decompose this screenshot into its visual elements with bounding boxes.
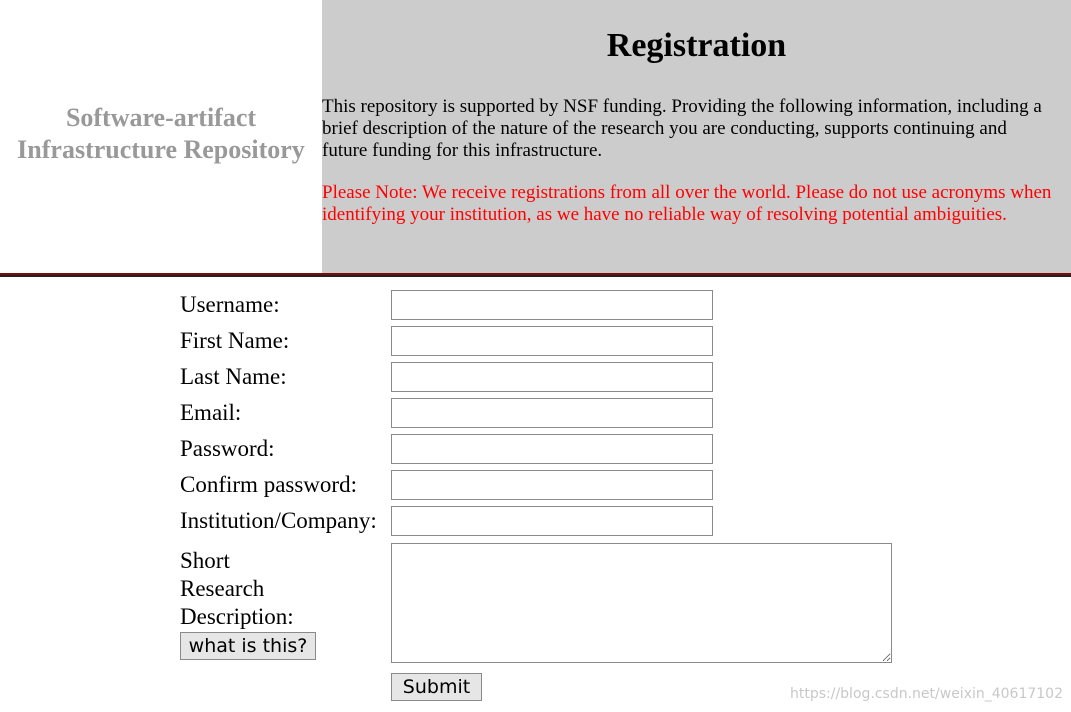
confirm-password-input[interactable] <box>391 470 713 500</box>
last-name-label: Last Name: <box>180 364 287 389</box>
page-header <box>0 0 1071 273</box>
password-label: Password: <box>180 436 275 461</box>
confirm-password-label: Confirm password: <box>180 472 357 497</box>
last-name-input[interactable] <box>391 362 713 392</box>
what-is-this-button[interactable]: what is this? <box>180 632 316 660</box>
watermark: https://blog.csdn.net/weixin_40617102 <box>789 686 1063 702</box>
username-label: Username: <box>180 292 280 317</box>
submit-button[interactable]: Submit <box>391 673 482 701</box>
research-description-textarea[interactable] <box>391 543 892 663</box>
site-name: Software-artifact Infrastructure Repository <box>17 103 305 164</box>
username-input[interactable] <box>391 290 713 320</box>
password-input[interactable] <box>391 434 713 464</box>
description-label-line-3: Description: <box>180 604 294 629</box>
email-label: Email: <box>180 400 242 425</box>
header-divider-dark <box>0 275 1071 277</box>
first-name-input[interactable] <box>391 326 713 356</box>
institution-input[interactable] <box>391 506 713 536</box>
page-title: Registration <box>606 27 787 64</box>
description-label-line-1: Short <box>180 548 230 573</box>
description-label-line-2: Research <box>180 576 265 601</box>
first-name-label: First Name: <box>180 328 290 353</box>
acronym-warning: Please Note: We receive registrations from all over the world. Please do not use acronyms when identifying your institution, as we have no reliable way of resolving potential ambiguities. <box>322 182 1052 225</box>
email-input[interactable] <box>391 398 713 428</box>
institution-label: Institution/Company: <box>180 508 377 533</box>
logo-cell <box>0 0 322 273</box>
info-panel <box>322 0 1071 273</box>
funding-notice: This repository is supported by NSF funding. Providing the following information, including a brief description of the nature of the research you are conducting, supports continuing and future funding for this infrastructure. <box>322 96 1042 161</box>
